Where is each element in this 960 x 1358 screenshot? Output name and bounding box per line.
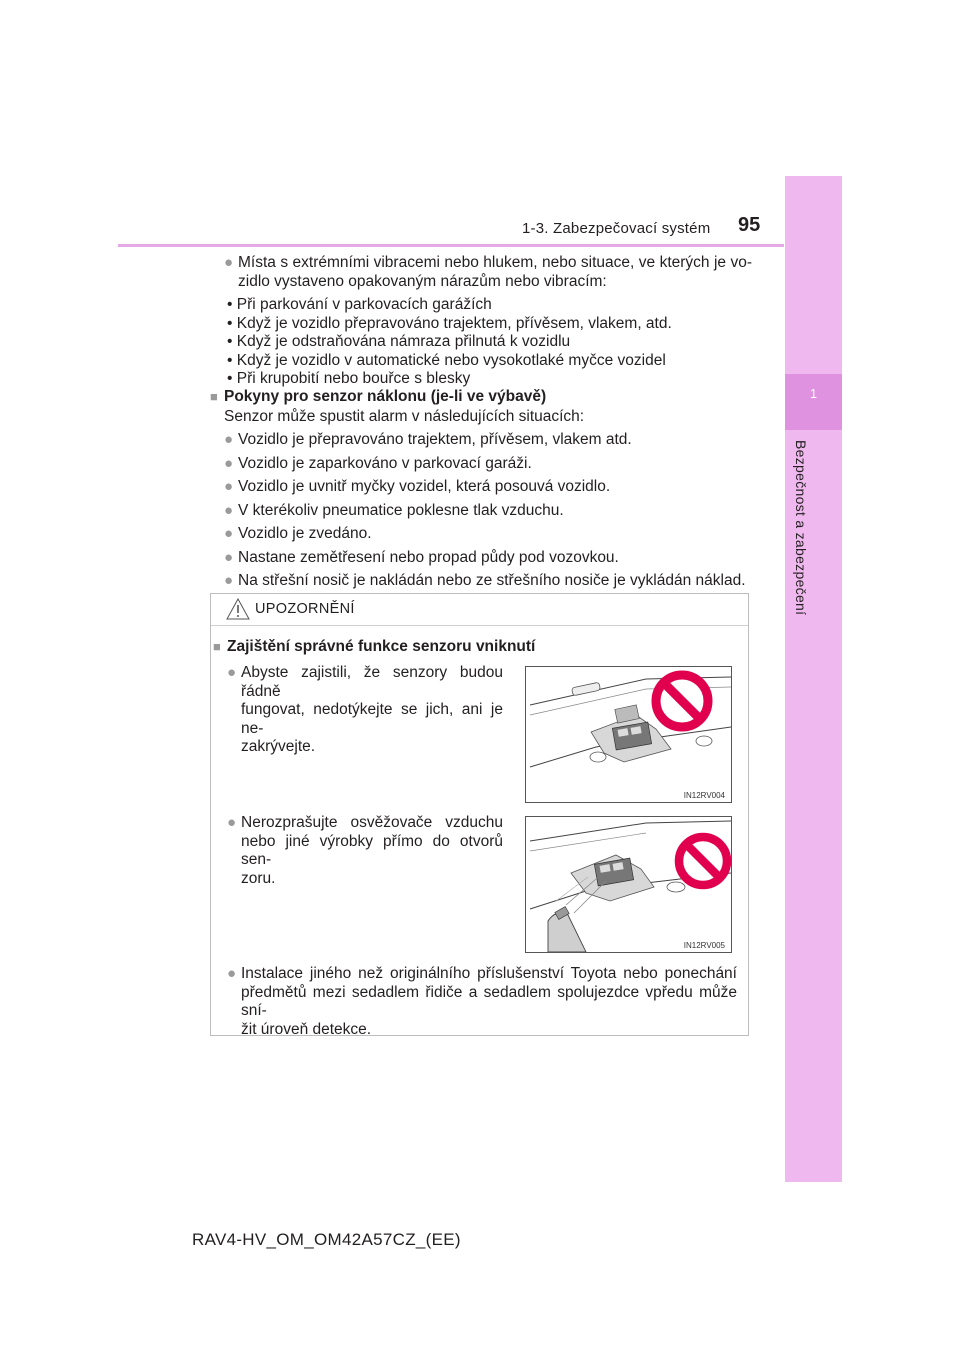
bullet-icon: ● [227, 664, 237, 681]
list-item: ● V kterékoliv pneumatice poklesne tlak vzduchu. [224, 501, 564, 519]
tilt-heading: ■ Pokyny pro senzor náklonu (je-li ve výbavě) [210, 388, 547, 405]
list-item: ● Nastane zemětřesení nebo propad půdy pod vozovkou. [224, 548, 619, 566]
page-number: 95 [738, 214, 761, 236]
bullet-icon: ● [224, 548, 234, 566]
section-square-icon: ■ [210, 389, 218, 404]
section-title: 1-3. Zabezpečovací systém [522, 220, 711, 237]
intro-bullet [224, 254, 752, 291]
list-item: • Když je vozidlo v automatické nebo vysokotlaké myčce vozidel [227, 351, 666, 369]
figure-code: IN12RV004 [683, 791, 725, 800]
bullet-icon: ● [224, 254, 234, 271]
tilt-bullets [224, 431, 764, 591]
intro-sub-list [227, 296, 747, 389]
list-item: ● Vozidlo je zaparkováno v parkovací garáži. [224, 454, 532, 472]
warning-heading: ■ Zajištění správné funkce senzoru vniknutí [213, 638, 536, 655]
tilt-intro: Senzor může spustit alarm v následujících situacích: [224, 408, 585, 425]
figure-sensor-spray [525, 816, 732, 953]
list-item: • Když je vozidlo přepravováno trajektem, přívěsem, vlakem, atd. [227, 314, 672, 332]
bullet-icon: ● [224, 501, 234, 519]
bullet-icon: ● [227, 814, 237, 831]
warning-triangle-icon [226, 598, 250, 625]
chapter-title: Bezpečnost a zabezpečení [793, 440, 809, 616]
bullet-icon: ● [224, 454, 234, 472]
list-item: ● Vozidlo je přepravováno trajektem, přívěsem, vlakem atd. [224, 431, 632, 448]
spray-illustration [526, 817, 731, 952]
list-item: ● Vozidlo je uvnitř myčky vozidel, která posouvá vozidlo. [224, 478, 611, 495]
list-item: • Při parkování v parkovacích garážích [227, 296, 492, 313]
intro-line-1: Místa s extrémními vibracemi nebo hlukem, nebo situace, ve kterých je vo- [238, 254, 752, 271]
bullet-icon: ● [224, 478, 234, 495]
warning-bullet-1: ● Abyste zajistili, že senzory budou řádně fungovat, nedotýkejte se jich, ani je ne- zakrývejte. [227, 664, 503, 755]
bullet-icon: ● [224, 572, 234, 589]
bullet-icon: ● [224, 431, 234, 448]
warning-bullet-3: ● Instalace jiného než originálního příslušenství Toyota nebo ponechání předmětů mezi sedadlem řidiče a sedadlem spolujezdce vpředu může sní- žit úroveň detekce. [227, 965, 737, 1038]
list-item: ● Vozidlo je zvedáno. [224, 525, 372, 542]
warning-bullet-2: ● Nerozprašujte osvěžovače vzduchu nebo jiné výrobky přímo do otvorů sen- zoru. [227, 814, 503, 887]
figure-sensor-touch [525, 666, 732, 803]
bullet-icon: ● [224, 525, 234, 542]
sensor-illustration [526, 667, 731, 802]
document-code: RAV4-HV_OM_OM42A57CZ_(EE) [192, 1230, 461, 1249]
chapter-tab-strip [785, 176, 842, 1182]
list-item: • Při krupobití nebo bouřce s blesky [227, 370, 471, 387]
figure-code: IN12RV005 [683, 941, 725, 950]
chapter-tab-marker[interactable] [785, 374, 842, 430]
warning-title: UPOZORNĚNÍ [255, 601, 355, 617]
chapter-number: 1 [809, 386, 818, 401]
intro-line-2: zidlo vystaveno opakovaným nárazům nebo vibracím: [238, 272, 607, 290]
list-item: • Když je odstraňována námraza přilnutá k vozidlu [227, 333, 571, 350]
header-divider [118, 244, 784, 247]
bullet-icon: ● [227, 965, 237, 982]
list-item: ● Na střešní nosič je nakládán nebo ze střešního nosiče je vykládán náklad. [224, 572, 746, 589]
section-square-icon: ■ [213, 639, 221, 654]
